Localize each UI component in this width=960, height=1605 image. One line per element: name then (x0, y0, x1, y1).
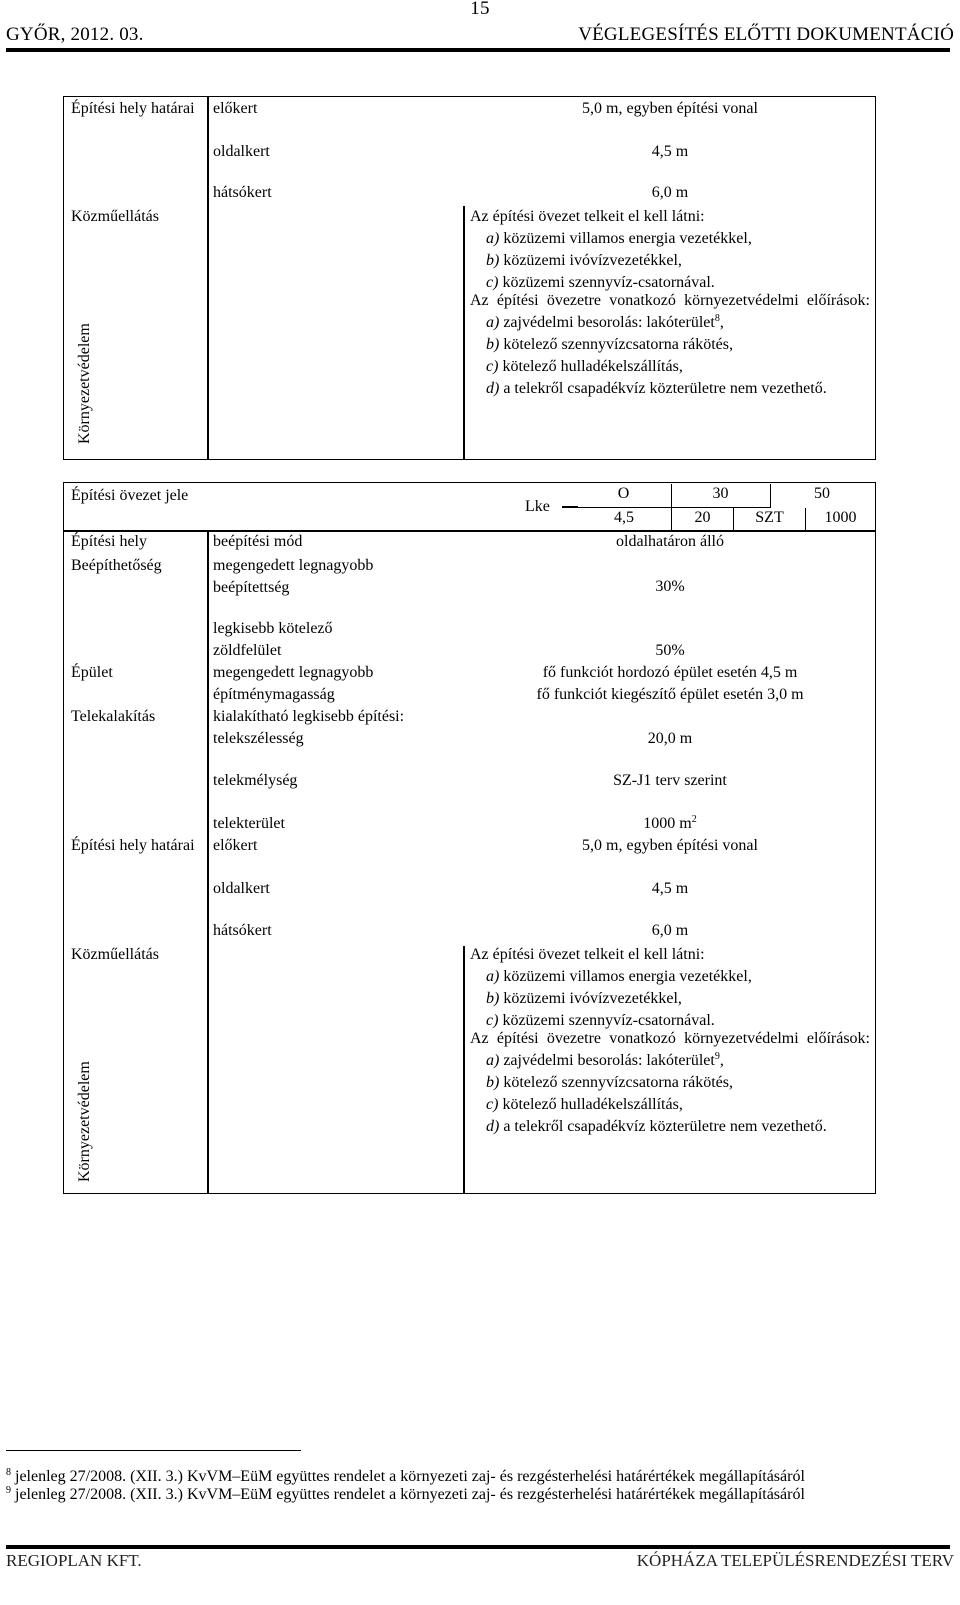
label-epitmenymagassag: megengedett legnagyobb építménymagasság (213, 664, 374, 703)
grid-bottom-3: SZT (733, 508, 805, 530)
value-oldalkert: 4,5 m (651, 143, 689, 160)
value-hatsokert: 6,0 m (651, 184, 689, 201)
kozmu-intro: Az építési övezet telkeit el kell látni: (470, 208, 705, 225)
table-2-value-divider (463, 946, 465, 1194)
value-telekszelesseg: 20,0 m (647, 730, 693, 747)
env-text-2 (470, 1028, 870, 1138)
grid-top-1: O (576, 484, 672, 508)
label-telekalakitas: Telekalakítás (71, 708, 156, 725)
value-telekmelyseg: SZ-J1 terv szerint (613, 772, 727, 789)
value-elokert-2: 5,0 m, egyben építési vonal (582, 837, 758, 854)
label-beepitesi-mod: beépítési mód (213, 533, 303, 550)
header-right: VÉGLEGESÍTÉS ELŐTTI DOKUMENTÁCIÓ (578, 24, 954, 45)
env-item-d-2: d) a telekről csapadékvíz közterületre nem vezethető. (486, 1118, 827, 1135)
value-telekterulet: 1000 $m^2$ (643, 814, 697, 832)
env-text (470, 290, 870, 400)
kozmu-text-2 (470, 944, 870, 1032)
label-epitesi-hely-hatarai: Építési hely határai (71, 100, 195, 117)
label-telekszelesseg: kialakítható legkisebb építési: telekszélesség (213, 708, 405, 747)
label-epitesi-hely: Építési hely (71, 533, 147, 550)
label-oldalkert-2: oldalkert (213, 880, 270, 897)
label-kozmuellatas: Közműellátás (71, 208, 159, 225)
value-beepitettseg: 30% (655, 578, 685, 595)
label-hatsokert-2: hátsókert (213, 922, 272, 939)
grid-top-2: 30 (671, 484, 771, 508)
label-oldalkert: oldalkert (213, 143, 270, 160)
footer-rule (6, 1545, 950, 1549)
env-item-b-2: b) kötelező szennyvízcsatorna rákötés, (486, 1074, 734, 1091)
env-intro-2: Az építési övezetre vonatkozó környezetvédelmi előírások: (470, 1030, 870, 1047)
env-item-c-2: c) kötelező hulladékelszállítás, (486, 1096, 683, 1113)
label-kornyezetvedelem-2: Környezetvédelem (76, 1061, 93, 1182)
table-1-divider (207, 96, 209, 460)
page-number: 15 (470, 0, 490, 19)
env-item-c: c) kötelező hulladékelszállítás, (486, 358, 683, 375)
label-beepitettseg: megengedett legnagyobb beépítettség (213, 557, 374, 596)
header-left: GYŐR, 2012. 03. (6, 24, 144, 45)
grid-top-3: 50 (814, 485, 830, 502)
label-epulet: Épület (71, 664, 113, 681)
header-rule (6, 48, 950, 52)
label-kornyezetvedelem: Környezetvédelem (76, 323, 93, 444)
env-intro: Az építési övezetre vonatkozó környezetvédelmi előírások: (470, 292, 870, 309)
kozmu-intro-2: Az építési övezet telkeit el kell látni: (470, 946, 705, 963)
grid-bottom-4: 1000 (805, 508, 875, 530)
value-hatsokert-2: 6,0 m (651, 922, 689, 939)
zone-title: Építési övezet jele (71, 487, 189, 504)
kozmu-text (470, 206, 870, 294)
footnote-9: $^9$ jelenleg 27/2008. (XII. 3.) KvVM–EüM együttes rendelet a környezeti zaj- és rezgésterhelési határértékek megállapításáról (6, 1485, 805, 1503)
label-hatsokert: hátsókert (213, 184, 272, 201)
zone-code: Lke (525, 498, 550, 515)
kozmu-item-b: b) közüzemi ivóvízvezetékkel, (486, 252, 682, 269)
env-item-a: a) zajvédelmi besorolás: lakóterület$^8$, (486, 313, 724, 331)
table-1-value-divider (463, 206, 465, 460)
label-elokert-2: előkert (213, 837, 258, 854)
value-beepitesi-mod: oldalhatáron álló (616, 533, 724, 550)
footnote-rule (6, 1450, 301, 1451)
label-zoldfelulet: legkisebb kötelező zöldfelület (213, 620, 333, 659)
grid-bottom-2: 20 (671, 508, 733, 530)
table-2-divider (207, 530, 209, 1194)
value-epitmenymagassag-1: fő funkciót hordozó épület esetén 4,5 m (542, 664, 798, 681)
footer-left: REGIOPLAN KFT. (6, 1551, 142, 1570)
kozmu-item-b-2: b) közüzemi ivóvízvezetékkel, (486, 990, 682, 1007)
footnote-8: $^8$ jelenleg 27/2008. (XII. 3.) KvVM–EüM együttes rendelet a környezeti zaj- és rezgésterhelési határértékek megállapításáról (6, 1467, 805, 1485)
env-item-d: d) a telekről csapadékvíz közterületre nem vezethető. (486, 380, 827, 397)
label-epitesi-hely-hatarai-2: Építési hely határai (71, 837, 195, 854)
kozmu-item-a: a) közüzemi villamos energia vezetékkel, (486, 230, 752, 247)
value-epitmenymagassag-2: fő funkciót kiegészítő épület esetén 3,0 m (536, 686, 804, 703)
footer-right: KÓPHÁZA TELEPÜLÉSRENDEZÉSI TERV (636, 1551, 954, 1570)
label-kozmuellatas-2: Közműellátás (71, 946, 159, 963)
env-item-b: b) kötelező szennyvízcsatorna rákötés, (486, 336, 734, 353)
value-oldalkert-2: 4,5 m (651, 880, 689, 897)
value-elokert: 5,0 m, egyben építési vonal (582, 100, 758, 117)
label-telekterulet: telekterület (213, 815, 285, 832)
grid-bottom-1: 4,5 (614, 509, 634, 526)
label-telekmelyseg: telekmélység (213, 772, 298, 789)
kozmu-item-a-2: a) közüzemi villamos energia vezetékkel, (486, 968, 752, 985)
kozmu-item-c-2: c) közüzemi szennyvíz-csatornával. (486, 1012, 715, 1029)
kozmu-item-c: c) közüzemi szennyvíz-csatornával. (486, 274, 715, 291)
label-elokert: előkert (213, 100, 258, 117)
value-zoldfelulet: 50% (655, 642, 685, 659)
env-item-a-2: a) zajvédelmi besorolás: lakóterület$^9$, (486, 1051, 724, 1069)
label-beepithetoseg: Beépíthetőség (71, 557, 162, 574)
